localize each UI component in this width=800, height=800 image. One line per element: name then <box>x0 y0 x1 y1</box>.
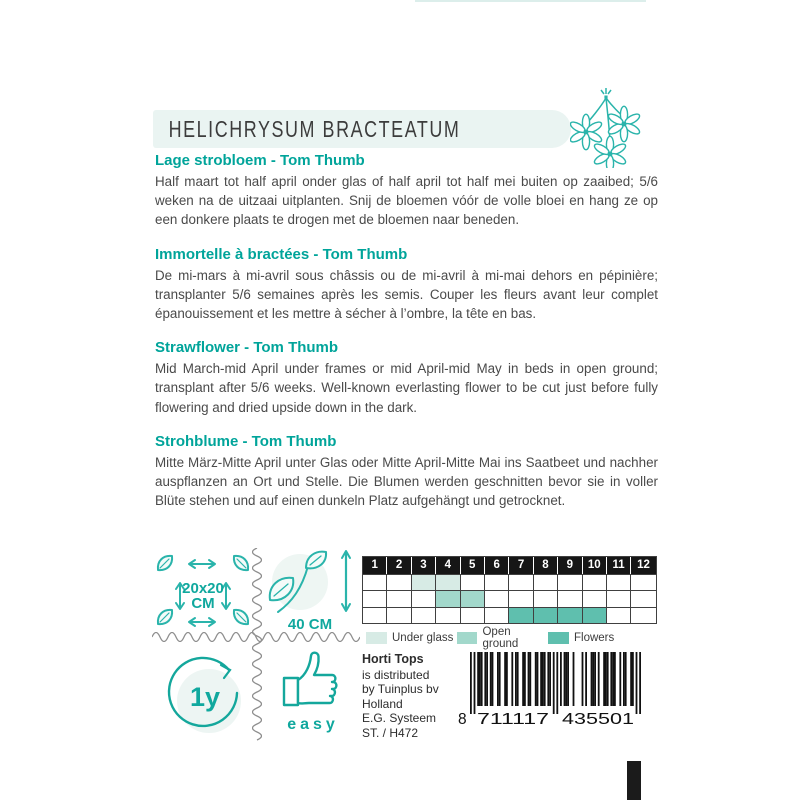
calendar-cell <box>436 591 460 607</box>
variety-title: Lage strobloem - Tom Thumb <box>155 152 365 169</box>
legend-swatch <box>457 632 477 644</box>
easy-to-grow-icon <box>276 650 350 746</box>
calendar-cell <box>558 591 582 607</box>
distributor-info <box>362 652 439 740</box>
ean13-barcode <box>458 650 644 728</box>
variety-title: Strohblume - Tom Thumb <box>155 432 337 450</box>
distributor-lines <box>362 668 439 741</box>
sowing-calendar <box>362 556 657 624</box>
sowing-instructions: Mid March-mid April under frames or mid April-mid May in beds in open ground; transplant after 5/6 weeks. Well-known everlasting flower to be cut just before fully flowering and dried upside down in the dark. <box>155 361 658 415</box>
height-value: 40 CM <box>287 616 333 633</box>
calendar-cell <box>363 575 387 591</box>
variety-title: Strawflower - Tom Thumb <box>155 339 339 357</box>
calendar-cell <box>509 591 533 607</box>
calendar-row <box>363 590 656 607</box>
language-section <box>155 433 658 511</box>
spacing-value: 20x20 CM <box>182 580 224 612</box>
calendar-month-header: 11 <box>607 557 631 574</box>
calendar-cell <box>461 608 485 624</box>
calendar-cell <box>607 591 631 607</box>
calendar-month-header: 1 <box>363 557 387 574</box>
plant-height-icon <box>262 548 358 640</box>
calendar-cell <box>558 575 582 591</box>
calendar-cell <box>509 608 533 624</box>
distributor-line: by Tuinplus bv <box>362 682 439 696</box>
variety-descriptions <box>155 152 658 526</box>
svg-text:711117: 711117 <box>477 711 549 728</box>
calendar-month-header: 5 <box>461 557 485 574</box>
calendar-row <box>363 607 656 624</box>
print-registration-mark <box>627 761 641 800</box>
calendar-cell <box>485 591 509 607</box>
calendar-cell <box>534 608 558 624</box>
calendar-cell <box>558 608 582 624</box>
legend-item <box>366 632 457 644</box>
calendar-cell <box>534 575 558 591</box>
calendar-cell <box>387 591 411 607</box>
sowing-instructions: Half maart tot half april onder glas of half april tot half mei buiten op zaaibed; 5/6 weken na de uitzaai uitplanten. Snij de bloemen vóór de volle bloei en hang ze op een donkere plaats te drogen met de bloemen naar beneden. <box>155 174 658 228</box>
calendar-cell <box>607 575 631 591</box>
calendar-cell <box>436 575 460 591</box>
calendar-month-header: 12 <box>631 557 655 574</box>
legend-swatch <box>548 632 569 644</box>
sowing-instructions: De mi-mars à mi-avril sous châssis ou de mi-avril à mi-mai dehors en pépinière; transplanter 5/6 semaines après les semis. Couper les fleurs avant leur complet épanouissement et les mettre à sécher à l’ombre, la tête en bas. <box>155 267 658 322</box>
calendar-month-header: 3 <box>412 557 436 574</box>
calendar-cell <box>631 575 655 591</box>
calendar-cell <box>436 608 460 624</box>
calendar-cell <box>412 575 436 591</box>
latin-name-banner <box>153 110 571 148</box>
calendar-month-header: 8 <box>534 557 558 574</box>
calendar-cell <box>412 608 436 624</box>
plant-spacing-icon <box>150 550 256 638</box>
annual-cycle-icon <box>163 655 247 739</box>
calendar-cell <box>631 591 655 607</box>
calendar-month-header: 4 <box>436 557 460 574</box>
legend-label: Flowers <box>574 632 615 644</box>
distributor-line: E.G. Systeem <box>362 711 437 725</box>
calendar-cell <box>387 575 411 591</box>
calendar-cell <box>485 575 509 591</box>
distributor-line: ST. / H472 <box>362 725 419 740</box>
calendar-cell <box>412 591 436 607</box>
legend-item <box>457 626 548 650</box>
sowing-instructions: Mitte März-Mitte April unter Glas oder Mitte April-Mitte Mai ins Saatbeet und nachher auspflanzen an Ort und Stelle. Die Blumen werden geschnitten bevor sie in voller Blüte stehen und auf einen dunkeln Platz aufgehängt und getrocknet. <box>155 454 658 509</box>
distributor-line: Holland <box>362 696 403 711</box>
calendar-cell <box>485 608 509 624</box>
variety-title: Immortelle à bractées - Tom Thumb <box>155 245 408 263</box>
calendar-legend <box>366 626 614 650</box>
calendar-month-header: 10 <box>583 557 607 574</box>
svg-text:8: 8 <box>458 711 467 728</box>
calendar-cell <box>461 591 485 607</box>
calendar-cell <box>387 608 411 624</box>
calendar-row <box>363 574 656 591</box>
top-edge-line <box>415 0 646 2</box>
calendar-month-header: 7 <box>509 557 533 574</box>
svg-text:435501: 435501 <box>562 711 634 728</box>
calendar-month-header: 6 <box>485 557 509 574</box>
calendar-month-header: 2 <box>387 557 411 574</box>
legend-label: Open ground <box>482 626 519 650</box>
calendar-cell <box>509 575 533 591</box>
calendar-cell <box>461 575 485 591</box>
easy-label: easy <box>287 716 339 733</box>
language-section <box>155 152 658 230</box>
vertical-divider <box>252 548 262 742</box>
latin-name: HELICHRYSUM BRACTEATUM <box>168 115 461 142</box>
cycle-value: 1y <box>189 682 221 712</box>
calendar-cell <box>583 575 607 591</box>
legend-item <box>548 632 614 644</box>
calendar-cell <box>534 591 558 607</box>
calendar-cell <box>583 591 607 607</box>
calendar-cell <box>363 608 387 624</box>
distributor-line: is distributed <box>362 667 430 682</box>
calendar-cell <box>631 608 655 624</box>
calendar-cell <box>363 591 387 607</box>
language-section <box>155 339 658 417</box>
brand-name: Horti Tops <box>362 652 424 666</box>
calendar-cell <box>607 608 631 624</box>
legend-swatch <box>366 632 387 644</box>
language-section <box>155 246 658 324</box>
legend-label: Under glass <box>392 632 454 644</box>
calendar-month-header: 9 <box>558 557 582 574</box>
calendar-cell <box>583 608 607 624</box>
